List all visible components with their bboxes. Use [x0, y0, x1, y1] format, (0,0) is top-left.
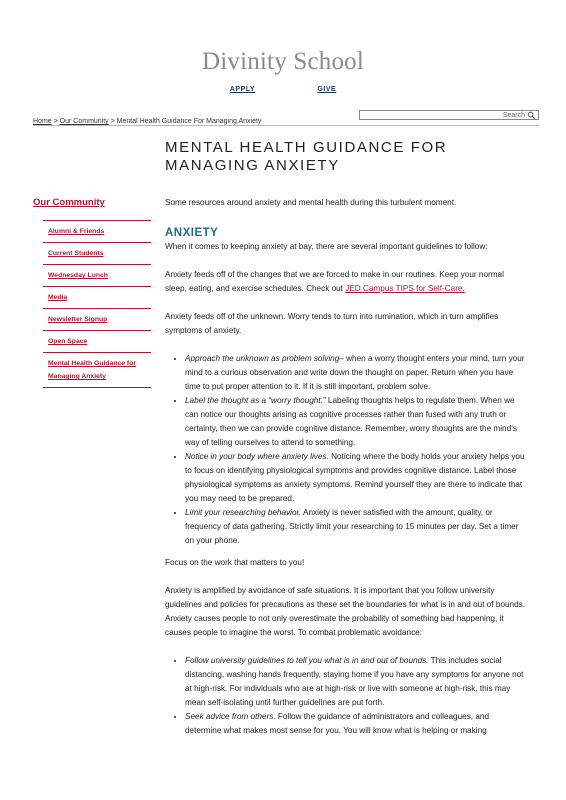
sidebar-item-mental-health [43, 353, 151, 388]
list-item [185, 394, 527, 450]
list-item-emphasis: Seek advice from others. [185, 712, 276, 721]
sidebar-item-newsletter [43, 309, 151, 331]
sidebar-item-wednesday-lunch [43, 265, 151, 287]
paragraph [165, 268, 527, 296]
main-content [165, 196, 527, 738]
list-item [185, 506, 527, 548]
breadcrumb-separator: > [51, 118, 60, 125]
sidebar-link[interactable]: Current Students [48, 250, 104, 257]
search-icon[interactable] [527, 111, 536, 120]
sidebar-menu [43, 220, 151, 388]
sidebar-item-current-students [43, 243, 151, 265]
paragraph-text: Anxiety feeds off of the changes that we are forced to make in our routines. Keep your normal sleep, eating, and exercise schedules. Check out [165, 270, 504, 293]
paragraph: Focus on the work that matters to you! [165, 558, 305, 567]
give-link[interactable]: GIVE [317, 86, 337, 93]
jed-campus-link[interactable]: JED Campus TIPS for Self-Care. [345, 284, 465, 293]
list-item-text: Noticing where the body holds your anxiety helps you to focus on identifying physiological symptoms and provides cognitive distance. Label those physiological symptoms as anxiety symptoms. Remind yourself they are there to indicate that you may need to be prepared. [185, 452, 525, 503]
list-item-text: Anxiety is never satisfied with the amount, quality, or frequency of data gathering. Strictly limit your researching to 15 minutes per day. Set a timer on your phone. [185, 508, 519, 545]
sidebar-title-link[interactable]: Our Community [33, 197, 105, 208]
list-item [185, 710, 527, 738]
bullet-list [165, 654, 527, 738]
list-item-text: Follow the guidance of administrators and colleagues, and determine what makes most sense for you. You will know what is helping or making [185, 712, 490, 735]
list-item [185, 450, 527, 506]
page-title-line-1: MENTAL HEALTH GUIDANCE FOR [165, 139, 448, 156]
apply-link[interactable]: APPLY [229, 86, 255, 93]
sidebar-item-open-space [43, 331, 151, 353]
sidebar-link[interactable]: Newsletter Signup [48, 316, 108, 323]
page-title-line-2: MANAGING ANXIETY [165, 157, 340, 174]
list-item [185, 352, 527, 394]
list-item-emphasis: Notice in your body where anxiety lives. [185, 452, 329, 461]
list-item [185, 654, 527, 710]
page-title [165, 139, 505, 175]
list-item-text: – when a worry thought enters your mind, turn your mind to a curious observation and write down the thought on paper. Return when you have time to put proper attention to it. If it is still important, problem solve. [185, 354, 525, 391]
sidebar-link[interactable]: Mental Health Guidance for Managing Anxiety [48, 360, 136, 380]
breadcrumb-current: Mental Health Guidance For Managing Anxiety [116, 118, 262, 125]
breadcrumb-community[interactable]: Our Community [59, 118, 109, 125]
sidebar-item-alumni [43, 221, 151, 243]
bullet-list [165, 352, 527, 548]
paragraph: Anxiety is amplified by avoidance of safe situations. It is important that you follow university guidelines and policies for precautions as these set the boundaries for what is in and out of bounds. Anxiety causes people to not only overestimate the probability of something bad happening, it causes people to imagine the worst. To combat problematic avoidance: [165, 586, 526, 637]
site-logo[interactable]: Divinity School [201, 48, 365, 75]
sidebar-link[interactable]: Wednesday Lunch [48, 272, 108, 279]
search-placeholder: Search [502, 112, 525, 119]
intro-paragraph: Some resources around anxiety and mental health during this turbulent moment. [165, 198, 457, 207]
breadcrumb [33, 118, 261, 125]
list-item-emphasis: Follow university guidelines to tell you what is in and out of bounds. [185, 656, 429, 665]
breadcrumb-separator: > [108, 118, 117, 125]
list-item-emphasis: Approach the unknown as problem solving [185, 354, 340, 363]
sidebar [33, 197, 151, 388]
list-item-text: Labeling thoughts helps to regulate them. When we can notice our thoughts arising as cognitive processes rather than fused with any truth or certainty, then we can provide cognitive distance. Remember, worry thoughts are the mind’s way of telling ourselves to attend to something. [185, 396, 517, 447]
sidebar-link[interactable]: Open Space [48, 338, 88, 345]
list-item-emphasis: Label the thought as a “worry thought.” [185, 396, 326, 405]
sidebar-item-media [43, 287, 151, 309]
list-item-text: This includes social distancing, washing hands frequently, staying home if you have any symptoms for anyone not at high-risk. For individuals who are at high-risk or live with someone at high-risk, this may mean self-isolating until further guidelines are put forth. [185, 656, 524, 707]
list-item-emphasis: Limit your researching behavior. [185, 508, 302, 517]
paragraph: Anxiety feeds off of the unknown. Worry tends to turn into rumination, which in turn amplifies symptoms of anxiety. [165, 312, 499, 335]
top-nav [0, 86, 566, 93]
search-input[interactable] [359, 110, 539, 120]
header-divider [34, 125, 539, 126]
breadcrumb-home[interactable]: Home [33, 118, 52, 125]
sidebar-link[interactable]: Alumni & Friends [48, 228, 105, 235]
section-heading-anxiety: ANXIETY [165, 227, 219, 239]
sidebar-link[interactable]: Media [48, 294, 68, 301]
paragraph: When it comes to keeping anxiety at bay, there are several important guidelines to follow: [165, 242, 488, 251]
